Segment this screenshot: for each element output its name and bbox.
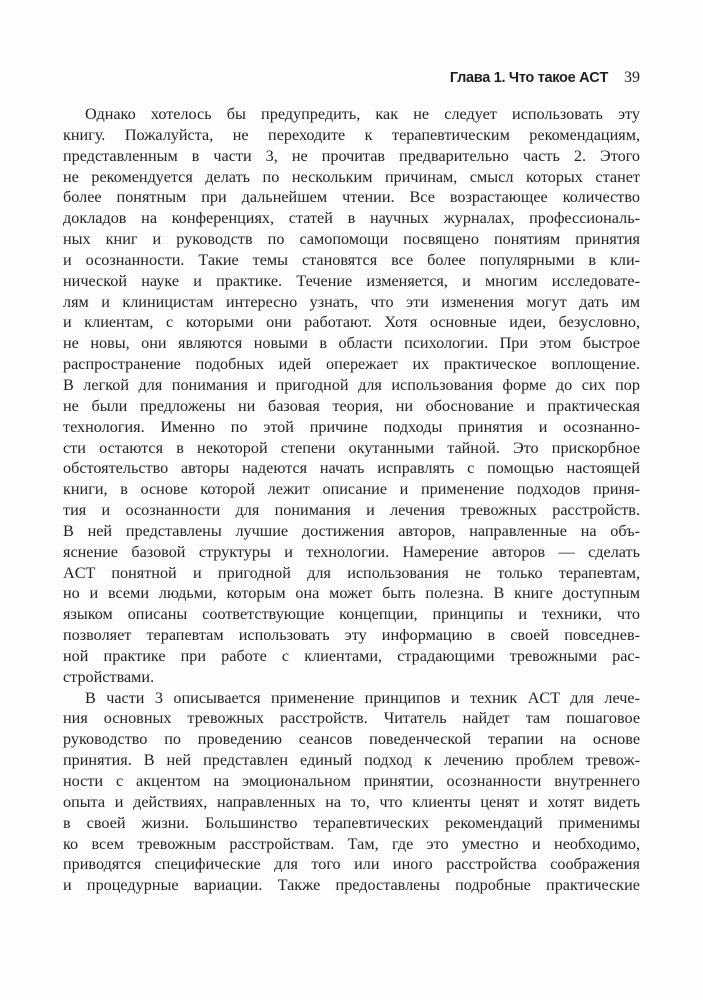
text-line: представленным в части 3, не прочитав предварительно часть 2. Этого (63, 146, 640, 165)
text-line: Однако хотелось бы предупредить, как не следует использовать эту (85, 105, 640, 123)
text-line: тия и осознанности для понимания и лечения тревожных расстройств. (63, 501, 640, 520)
text-line: руководство по проведению сеансов поведенческой терапии на основе (63, 730, 640, 749)
text-line: опыта и действиях, направленных на то, что клиенты ценят и хотят видеть (63, 792, 640, 811)
text-line: приводятся специфические для того или иного расстройства соображения (63, 855, 640, 874)
text-line: ных книг и руководств по самопомощи посвящено понятиям принятия (63, 230, 640, 249)
text-line: языком описаны соответствующие концепции, принципы и техники, что (63, 605, 640, 624)
text-line: ния основных тревожных расстройств. Читатель найдет там пошаговое (63, 709, 640, 728)
text-line: позволяет терапевтам использовать эту информацию в своей повседнев- (63, 626, 640, 645)
text-line: ности с акцентом на эмоциональном принятии, осознанности внутреннего (63, 772, 640, 790)
text-line: сти остаются в некоторой степени окутанными тайной. Это прискорбное (63, 438, 640, 457)
text-line: лям и клиницистам интересно узнать, что эти изменения могут дать им (63, 292, 640, 311)
page-number: 39 (624, 69, 640, 86)
text-line: книги, в основе которой лежит описание и применение подходов приня- (63, 480, 640, 499)
text-line: и процедурные вариации. Также предоставлены подробные практические (63, 876, 640, 895)
text-line: не были предложены ни базовая теория, ни обоснование и практическая (63, 396, 640, 415)
text-line: ной практике при работе с клиентами, страдающими тревожными рас- (63, 646, 640, 665)
text-line: не новы, они являются новыми в области психологии. При этом быстрое (63, 334, 640, 353)
text-line: В легкой для понимания и пригодной для использования форме до сих пор (63, 375, 640, 394)
text-line: не рекомендуется делать по нескольким причинам, смысл которых станет (63, 167, 640, 186)
text-line: принятия. В ней представлен единый подход к лечению проблем тревож- (63, 751, 640, 770)
text-line: нической науке и практике. Течение изменяется, и многим исследовате- (63, 271, 640, 290)
text-line: и осознанности. Такие темы становятся все более популярными в кли- (63, 250, 640, 269)
text-line: более понятным при дальнейшем чтении. Все возрастающее количество (63, 188, 640, 207)
text-line: стройствами. (63, 667, 155, 686)
text-line: докладов на конференциях, статей в научных журналах, профессиональ- (63, 209, 640, 228)
text-line: технология. Именно по этой причине подходы принятия и осознанно- (63, 417, 640, 436)
running-header (450, 69, 640, 87)
body-text (63, 104, 640, 896)
text-line: ко всем тревожным расстройствам. Там, где это уместно и необходимо, (63, 834, 640, 853)
text-line: В ней представлены лучшие достижения авторов, направленные на объ- (63, 521, 640, 540)
text-line: книгу. Пожалуйста, не переходите к терапевтическим рекомендациям, (63, 125, 640, 144)
text-line: распространение подобных идей опережает их практическое воплощение. (63, 355, 640, 374)
text-line: яснение базовой структуры и технологии. Намерение авторов — сделать (63, 542, 640, 561)
chapter-title: Глава 1. Что такое ACT (449, 70, 608, 86)
text-line: в своей жизни. Большинство терапевтических рекомендаций применимы (63, 813, 640, 832)
text-line: ACT понятной и пригодной для использования не только терапевтам, (63, 563, 640, 582)
text-line: но и всеми людьми, которым она может быть полезна. В книге доступным (63, 584, 640, 603)
text-line: В части 3 описывается применение принципов и техник ACT для лече- (85, 688, 640, 707)
text-line: обстоятельство авторы надеются начать исправлять с помощью настоящей (63, 459, 640, 478)
text-line: и клиентам, с которыми они работают. Хотя основные идеи, безусловно, (63, 313, 640, 332)
